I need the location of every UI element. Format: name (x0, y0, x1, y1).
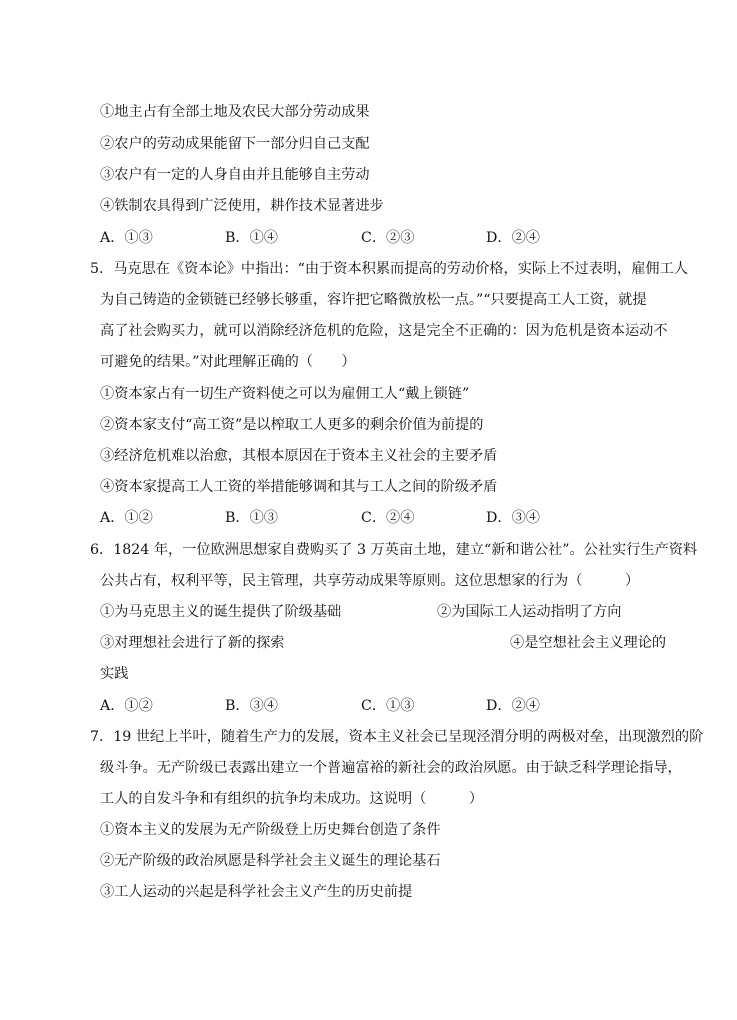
q5-item-3: ③经济危机难以治愈，其根本原因在于资本主义社会的主要矛盾 (100, 448, 498, 464)
q6-stem-line-1: 6．1824 年，一位欧洲思想家自费购买了 3 万英亩土地，建立“新和谐公社”。公社实行生产资料 (90, 542, 698, 558)
q7-stem-line-1: 7．19 世纪上半叶，随着生产力的发展，资本主义社会已呈现泾渭分明的两极对垒，出现激烈的阶 (90, 729, 704, 745)
q4-item-2: ②农户的劳动成果能留下一部分归自己支配 (100, 136, 370, 152)
q4-item-1: ①地主占有全部土地及农民大部分劳动成果 (100, 104, 370, 120)
q6-option-a: A．①② (100, 698, 153, 714)
q6-option-c: C．①③ (361, 698, 415, 714)
q5-stem-line-4: 可避免的结果。”对此理解正确的（ ） (100, 354, 356, 370)
q4-option-d: D．②④ (486, 230, 540, 246)
q6-item-4-continued: 实践 (100, 666, 129, 682)
q7-item-2: ②无产阶级的政治夙愿是科学社会主义诞生的理论基石 (100, 853, 441, 869)
q4-option-c: C．②③ (361, 230, 415, 246)
q5-option-d: D．③④ (486, 510, 540, 526)
q5-item-1: ①资本家占有一切生产资料使之可以为雇佣工人“戴上锁链” (100, 386, 470, 402)
q5-stem-line-1: 5．马克思在《资本论》中指出：“由于资本积累而提高的劳动价格，实际上不过表明，雇佣工人 (90, 261, 688, 277)
q5-item-2: ②资本家支付“高工资”是以榨取工人更多的剩余价值为前提的 (100, 417, 484, 433)
q6-option-d: D．②④ (486, 698, 540, 714)
q6-item-4: ④是空想社会主义理论的 (510, 635, 667, 651)
q7-item-1: ①资本主义的发展为无产阶级登上历史舞台创造了条件 (100, 822, 441, 838)
q7-stem-line-2: 级斗争。无产阶级已表露出建立一个普遍富裕的新社会的政治夙愿。由于缺乏科学理论指导， (100, 760, 682, 776)
q6-item-3: ③对理想社会进行了新的探索 (100, 635, 285, 651)
q5-option-b: B．①③ (225, 510, 278, 526)
q6-option-b: B．③④ (225, 698, 278, 714)
q6-item-2: ②为国际工人运动指明了方向 (437, 604, 622, 620)
q6-item-1: ①为马克思主义的诞生提供了阶级基础 (100, 604, 342, 620)
q4-option-a: A．①③ (100, 230, 153, 246)
q7-item-3: ③工人运动的兴起是科学社会主义产生的历史前提 (100, 884, 413, 900)
q4-option-b: B．①④ (225, 230, 278, 246)
q5-stem-line-2: 为自己铸造的金锁链已经够长够重，容许把它略微放松一点。”“只要提高工人工资，就提 (100, 292, 647, 308)
q5-option-a: A．①② (100, 510, 153, 526)
q7-stem-line-3: 工人的自发斗争和有组织的抗争均未成功。这说明（ ） (100, 791, 484, 807)
q4-item-3: ③农户有一定的人身自由并且能够自主劳动 (100, 167, 370, 183)
q6-stem-line-2: 公共占有，权利平等，民主管理，共享劳动成果等原则。这位思想家的行为（ ） (100, 573, 640, 589)
q5-option-c: C．②④ (361, 510, 415, 526)
q5-item-4: ④资本家提高工人工资的举措能够调和其与工人之间的阶级矛盾 (100, 479, 498, 495)
q4-item-4: ④铁制农具得到广泛使用，耕作技术显著进步 (100, 198, 384, 214)
q5-stem-line-3: 高了社会购买力，就可以消除经济危机的危险，这是完全不正确的：因为危机是资本运动不 (100, 323, 668, 339)
